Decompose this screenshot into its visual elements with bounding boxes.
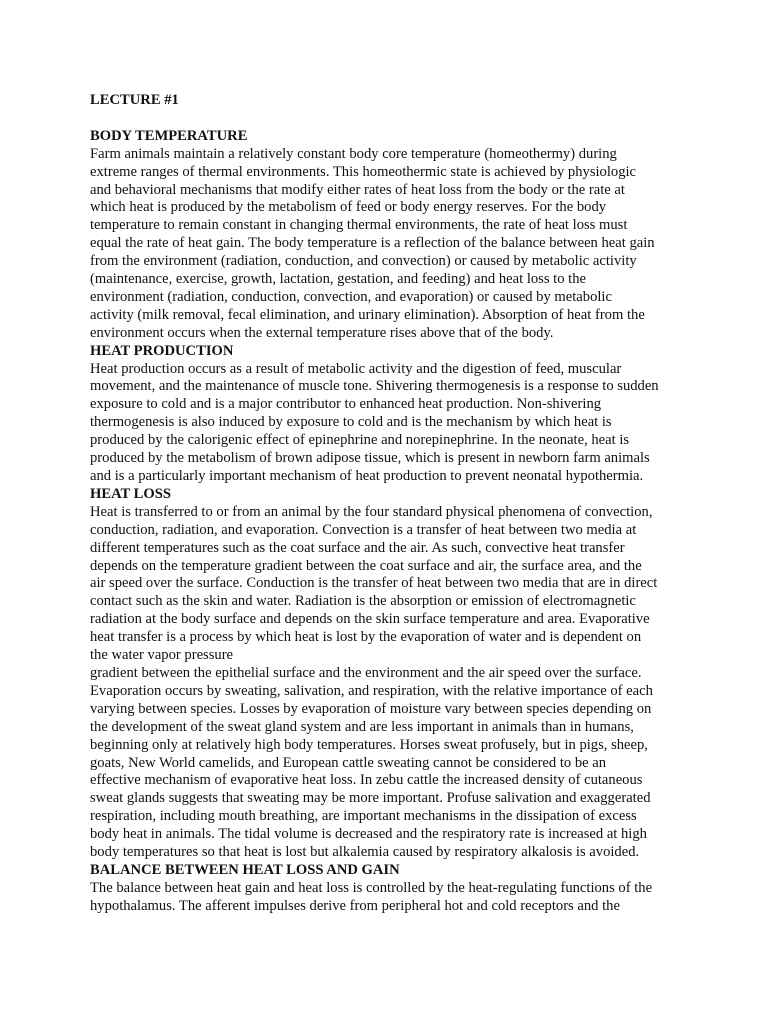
section-heading-heat-production: HEAT PRODUCTION — [90, 342, 234, 359]
paragraph-balance: The balance between heat gain and heat loss is controlled by the heat-regulating functions of the hypothalamus. The afferent impulses derive from peripheral hot and cold receptors and the — [90, 879, 653, 914]
section-heading-balance: BALANCE BETWEEN HEAT LOSS AND GAIN — [90, 861, 400, 878]
section-heading-body-temperature: BODY TEMPERATURE — [90, 127, 248, 144]
section-heading-heat-loss: HEAT LOSS — [90, 485, 171, 502]
document-page — [90, 92, 682, 916]
paragraph-body-temperature: Farm animals maintain a relatively constant body core temperature (homeothermy) during extreme ranges of thermal environments. This homeothermic state is achieved by physiologic and behavioral mechanisms that modify either rates of heat loss from the body or the rate at which heat is produced by the metabolism of feed or body energy reserves. For the body temperature to remain constant in changing thermal environments, the rate of heat loss must equal the rate of heat gain. The body temperature is a reflection of the balance between heat gain from the environment (radiation, conduction, and convection) or caused by metabolic activity (maintenance, exercise, growth, lactation, gestation, and feeding) and heat loss to the environment (radiation, conduction, convection, and evaporation) or caused by metabolic activity (milk removal, fecal elimination, and urinary elimination). Absorption of heat from the environment occurs when the external temperature rises above that of the body. — [90, 145, 655, 341]
paragraph-heat-loss-2: gradient between the epithelial surface and the environment and the air speed over the surface. Evaporation occurs by sweating, salivation, and respiration, with the relative importance of each varying between species. Losses by evaporation of moisture vary between species depending on the development of the sweat gland system and are less important in animals than in humans, beginning only at relatively high body temperatures. Horses sweat profusely, but in pigs, sheep, goats, New World camelids, and European cattle sweating cannot be considered to be an effective mechanism of evaporative heat loss. In zebu cattle the increased density of cutaneous sweat glands suggests that sweating may be more important. Profuse salivation and exaggerated respiration, including mouth breathing, are important mechanisms in the dissipation of excess body heat in animals. The tidal volume is decreased and the respiratory rate is increased at high body temperatures so that heat is lost but alkalemia caused by respiratory alkalosis is avoided. — [90, 664, 653, 861]
lecture-title: LECTURE #1 — [90, 92, 179, 108]
paragraph-heat-production: Heat production occurs as a result of metabolic activity and the digestion of feed, muscular movement, and the maintenance of muscle tone. Shivering thermogenesis is a response to sudden exposure to cold and is a major contributor to enhanced heat production. Non-shivering thermogenesis is also induced by exposure to cold and is the mechanism by which heat is produced by the calorigenic effect of epinephrine and norepinephrine. In the neonate, heat is produced by the metabolism of brown adipose tissue, which is present in newborn farm animals and is a particularly important mechanism of heat production to prevent neonatal hypothermia. — [90, 360, 659, 485]
paragraph-heat-loss-1: Heat is transferred to or from an animal by the four standard physical phenomena of convection, conduction, radiation, and evaporation. Convection is a transfer of heat between two media at different temperatures such as the coat surface and the air. As such, convective heat transfer depends on the temperature gradient between the coat surface and air, the surface area, and the air speed over the surface. Conduction is the transfer of heat between two media that are in direct contact such as the skin and water. Radiation is the absorption or emission of electromagnetic radiation at the body surface and depends on the skin surface temperature and area. Evaporative heat transfer is a process by which heat is lost by the evaporation of water and is dependent on the water vapor pressure — [90, 503, 658, 664]
